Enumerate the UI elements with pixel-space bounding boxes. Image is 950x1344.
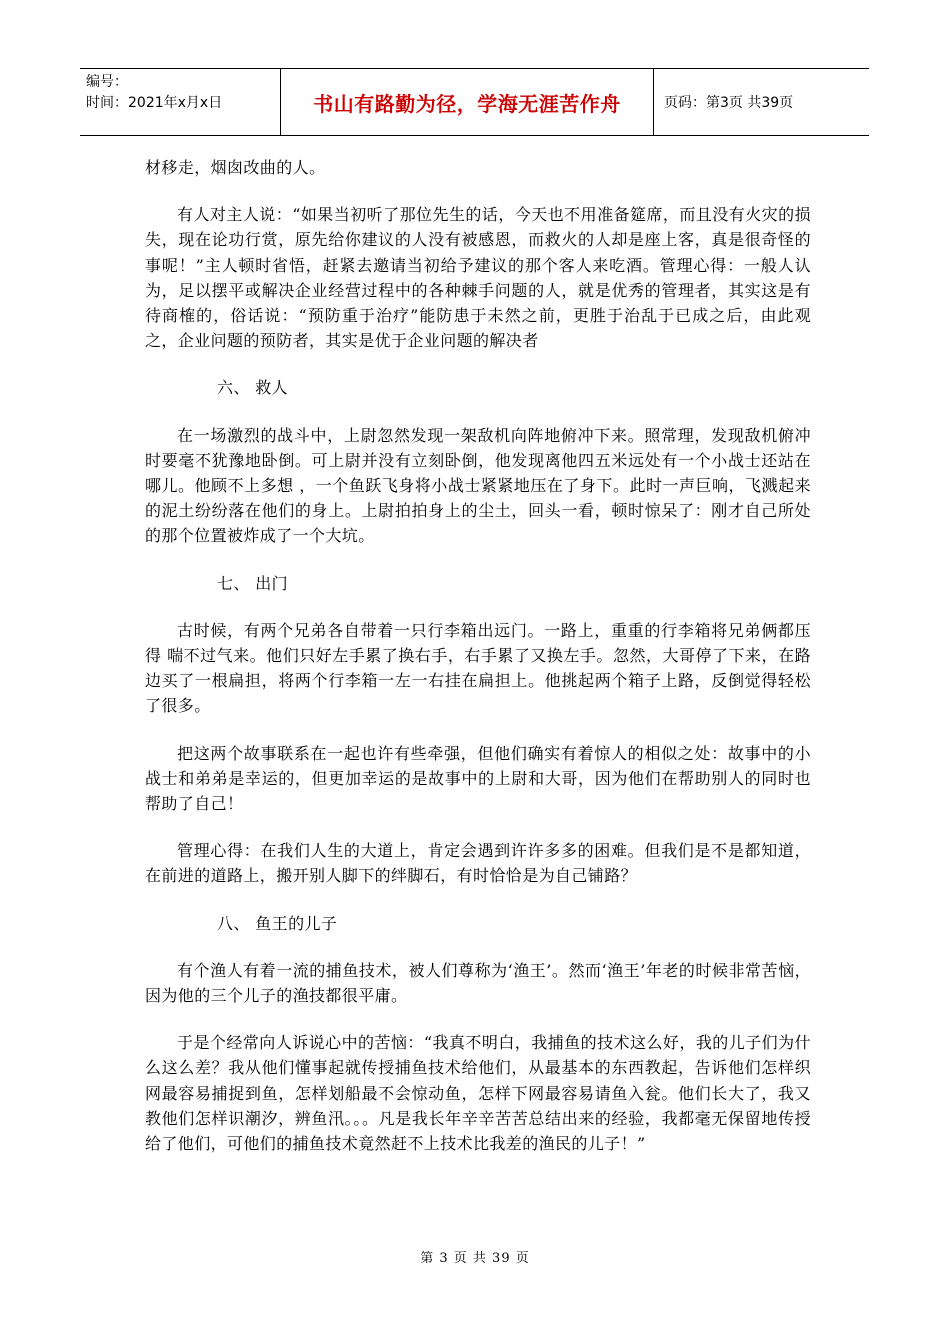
header-motto: 书山有路勤为径，学海无涯苦作舟: [281, 69, 654, 135]
document-number-label: 编号：: [86, 74, 128, 90]
page-footer: 第 3 页 共 39 页: [420, 1251, 530, 1266]
section-heading: 七、 出门: [217, 573, 289, 593]
header-meta: [80, 69, 281, 135]
paragraph: 于是个经常向人诉说心中的苦恼：“我真不明白，我捕鱼的技术这么好，我的儿子们为什么这么差？我从他们懂事起就传授捕鱼技术给他们，从最基本的东西教起，告诉他们怎样织网最容易捕捉到鱼，怎样划船最不会惊动鱼，怎样下网最容易请鱼入瓮。他们长大了，我又教他们怎样识潮汐，辨鱼汛。。。凡是我长年辛辛苦苦总结出来的经验，我都毫无保留地传授给了他们，可他们的捕鱼技术竟然赶不上技术比我差的渔民的儿子！”: [145, 1033, 811, 1154]
header-page-number: 页码：第3页 共39页: [664, 95, 794, 111]
paragraph: 材移走，烟囱改曲的人。: [145, 158, 326, 177]
paragraph: 把这两个故事联系在一起也许有些牵强，但他们确实有着惊人的相似之处：故事中的小战士和弟弟是幸运的，但更加幸运的是故事中的上尉和大哥，因为他们在帮助别人的同时也帮助了自己！: [145, 743, 811, 814]
page-header: [80, 68, 869, 136]
document-date-label: 时间：2021年x月x日: [86, 95, 223, 111]
document-body: [145, 155, 811, 1178]
paragraph: 管理心得：在我们人生的大道上，肯定会遇到许许多多的困难。但我们是不是都知道，在前进的道路上，搬开别人脚下的绊脚石，有时恰恰是为自己铺路？: [145, 841, 811, 886]
paragraph: 有个渔人有着一流的捕鱼技术，被人们尊称为‘渔王’。然而‘渔王’年老的时候非常苦恼，因为他的三个儿子的渔技都很平庸。: [145, 960, 811, 1006]
paragraph: 古时候，有两个兄弟各自带着一只行李箱出远门。一路上，重重的行李箱将兄弟俩都压得 喘不过气来。他们只好左手累了换右手，右手累了又换左手。忽然，大哥停了下来，在路边买了一根扁担，将两个行李箱一左一右挂在扁担上。他挑起两个箱子上路，反倒觉得轻松了很多。: [145, 620, 811, 716]
paragraph: 有人对主人说：“如果当初听了那位先生的话，今天也不用准备筵席，而且没有火灾的损失，现在论功行赏，原先给你建议的人没有被感恩，而救火的人却是座上客，真是很奇怪的事呢！”主人顿时省悟，赶紧去邀请当初给予建议的那个客人来吃酒。管理心得：一般人认为，足以摆平或解决企业经营过程中的各种棘手问题的人，就是优秀的管理者，其实这是有待商榷的，俗话说：“预防重于治疗”能防患于未然之前，更胜于治乱于已成之后，由此观之，企业问题的预防者，其实是优于企业问题的解决者: [145, 205, 811, 351]
section-heading: 八、 鱼王的儿子: [217, 913, 338, 933]
section-heading: 六、 救人: [217, 378, 289, 398]
paragraph: 在一场激烈的战斗中，上尉忽然发现一架敌机向阵地俯冲下来。照常理，发现敌机俯冲时要毫不犹豫地卧倒。可上尉并没有立刻卧倒，他发现离他四五米远处有一个小战士还站在哪儿。他顾不上多想 ，一个鱼跃飞身将小战士紧紧地压在了身下。此时一声巨响，飞溅起来的泥土纷纷落在他们的身上。上尉拍拍身上的尘土，回头一看，顿时惊呆了：刚才自己所处的那个位置被炸成了一个大坑。: [145, 425, 811, 546]
